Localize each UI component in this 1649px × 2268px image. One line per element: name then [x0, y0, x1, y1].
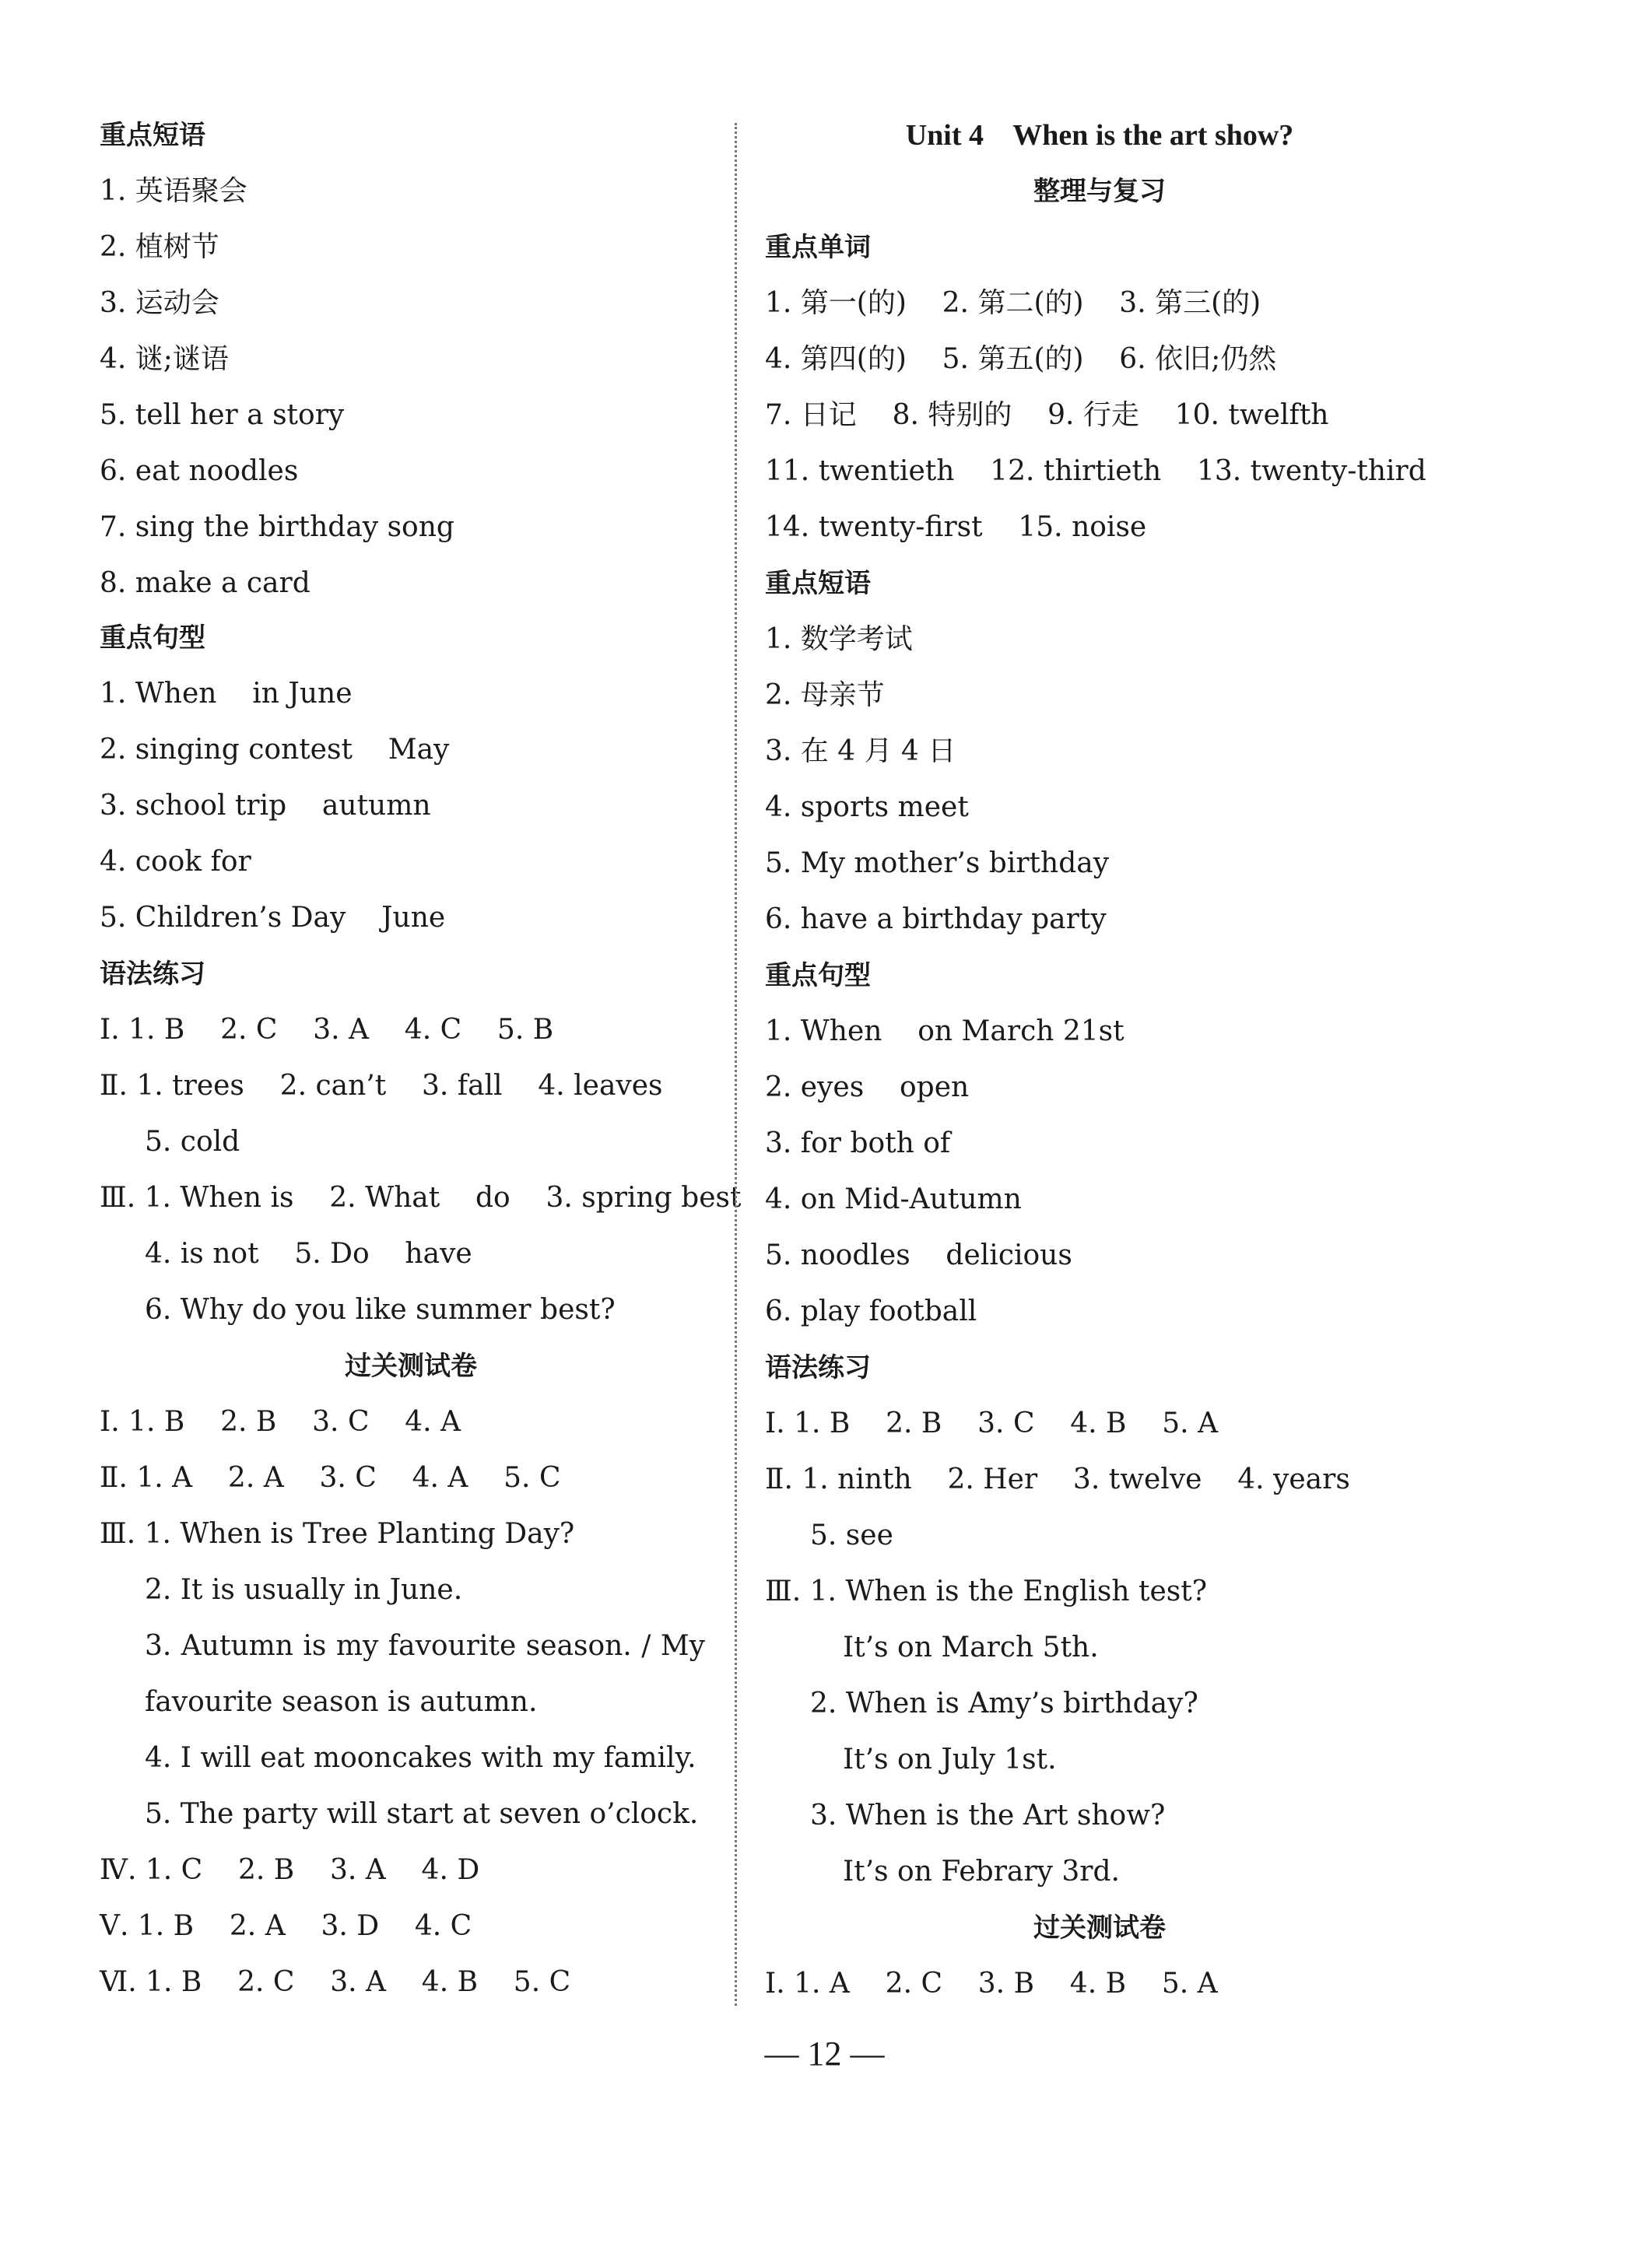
answer-line: 2. eyes open	[765, 1071, 970, 1103]
section-heading: 语法练习	[765, 1352, 871, 1383]
section-title: 整理与复习	[1033, 176, 1166, 207]
answer-line: It’s on March 5th.	[843, 1632, 1099, 1663]
answer-line: It’s on Febrary 3rd.	[843, 1856, 1120, 1888]
answer-line: 2. 母亲节	[765, 679, 885, 711]
answer-line: It’s on July 1st.	[843, 1744, 1057, 1775]
answer-line: 8. make a card	[100, 567, 311, 599]
answer-line: Ⅲ. 1. When is Tree Planting Day?	[100, 1518, 575, 1550]
section-heading: 重点单词	[765, 232, 871, 263]
answer-line: 6. play football	[765, 1295, 977, 1327]
answer-line: 4. sports meet	[765, 791, 969, 823]
answer-line: 5. see	[810, 1520, 893, 1551]
answer-line: 4. cook for	[100, 846, 251, 878]
answer-line: Ⅲ. 1. When is the English test?	[765, 1576, 1208, 1607]
answer-line: 4. 谜;谜语	[100, 343, 229, 375]
answer-line: 6. eat noodles	[100, 455, 299, 487]
answer-line: Ⅲ. 1. When is 2. What do 3. spring best	[100, 1182, 742, 1214]
answer-line: Ⅱ. 1. ninth 2. Her 3. twelve 4. years	[765, 1464, 1350, 1495]
unit-title: Unit 4 When is the art show?	[905, 119, 1294, 152]
answer-line: 5. noodles delicious	[765, 1239, 1072, 1271]
answer-line: 5. My mother’s birthday	[765, 847, 1110, 879]
answer-line: 3. 在 4 月 4 日	[765, 735, 956, 767]
answer-line: 3. Autumn is my favourite season. / My	[145, 1630, 705, 1662]
answer-line: 3. 运动会	[100, 287, 219, 319]
answer-line: 5. Children’s Day June	[100, 902, 446, 934]
answer-line: 4. 第四(的) 5. 第五(的) 6. 依旧;仍然	[765, 343, 1277, 375]
answer-line: 6. have a birthday party	[765, 903, 1107, 935]
section-heading: 重点短语	[100, 120, 205, 151]
answer-line: Ⅰ. 1. A 2. C 3. B 4. B 5. A	[765, 1968, 1218, 2000]
answer-line: Ⅱ. 1. A 2. A 3. C 4. A 5. C	[100, 1462, 561, 1494]
answer-line: 1. When in June	[100, 678, 353, 710]
answer-line: 7. 日记 8. 特别的 9. 行走 10. twelfth	[765, 399, 1329, 431]
section-heading: 重点句型	[100, 622, 205, 654]
answer-line: 1. 英语聚会	[100, 175, 247, 207]
answer-line: 1. When on March 21st	[765, 1015, 1124, 1047]
section-heading: 语法练习	[100, 959, 205, 990]
section-heading: 重点短语	[765, 568, 871, 599]
answer-line: 5. The party will start at seven o’clock.	[145, 1798, 699, 1830]
answer-line: 4. is not 5. Do have	[145, 1238, 472, 1270]
answer-line: 3. school trip autumn	[100, 790, 431, 822]
answer-line: 2. It is usually in June.	[145, 1574, 463, 1606]
answer-line: 4. on Mid-Autumn	[765, 1183, 1022, 1215]
answer-line: 2. 植树节	[100, 231, 219, 263]
answer-line: Ⅴ. 1. B 2. A 3. D 4. C	[100, 1910, 472, 1942]
answer-line: 2. When is Amy’s birthday?	[810, 1688, 1198, 1719]
answer-line: Ⅵ. 1. B 2. C 3. A 4. B 5. C	[100, 1966, 571, 1998]
answer-line: 14. twenty-first 15. noise	[765, 511, 1147, 543]
answer-line: Ⅰ. 1. B 2. C 3. A 4. C 5. B	[100, 1014, 554, 1046]
answer-line: Ⅳ. 1. C 2. B 3. A 4. D	[100, 1854, 480, 1886]
answer-line: favourite season is autumn.	[145, 1686, 538, 1718]
answer-line: 1. 数学考试	[765, 623, 913, 655]
answer-line: 4. I will eat mooncakes with my family.	[145, 1742, 696, 1774]
column-divider	[735, 123, 737, 2006]
answer-line: 7. sing the birthday song	[100, 511, 454, 543]
answer-line: 3. for both of	[765, 1127, 951, 1159]
section-heading: 重点句型	[765, 960, 871, 991]
answer-line: 5. tell her a story	[100, 399, 345, 431]
answer-line: 11. twentieth 12. thirtieth 13. twenty-third	[765, 455, 1426, 487]
answer-line: 3. When is the Art show?	[810, 1800, 1166, 1832]
answer-line: Ⅱ. 1. trees 2. can’t 3. fall 4. leaves	[100, 1070, 663, 1102]
answer-line: Ⅰ. 1. B 2. B 3. C 4. A	[100, 1406, 461, 1438]
section-title: 过关测试卷	[345, 1351, 477, 1382]
answer-line: 5. cold	[145, 1126, 240, 1158]
answer-line: 2. singing contest May	[100, 734, 450, 766]
page-number: — 12 —	[764, 2035, 885, 2073]
answer-line: Ⅰ. 1. B 2. B 3. C 4. B 5. A	[765, 1407, 1219, 1439]
answer-line: 1. 第一(的) 2. 第二(的) 3. 第三(的)	[765, 287, 1261, 319]
answer-line: 6. Why do you like summer best?	[145, 1294, 616, 1326]
section-title: 过关测试卷	[1033, 1912, 1166, 1944]
